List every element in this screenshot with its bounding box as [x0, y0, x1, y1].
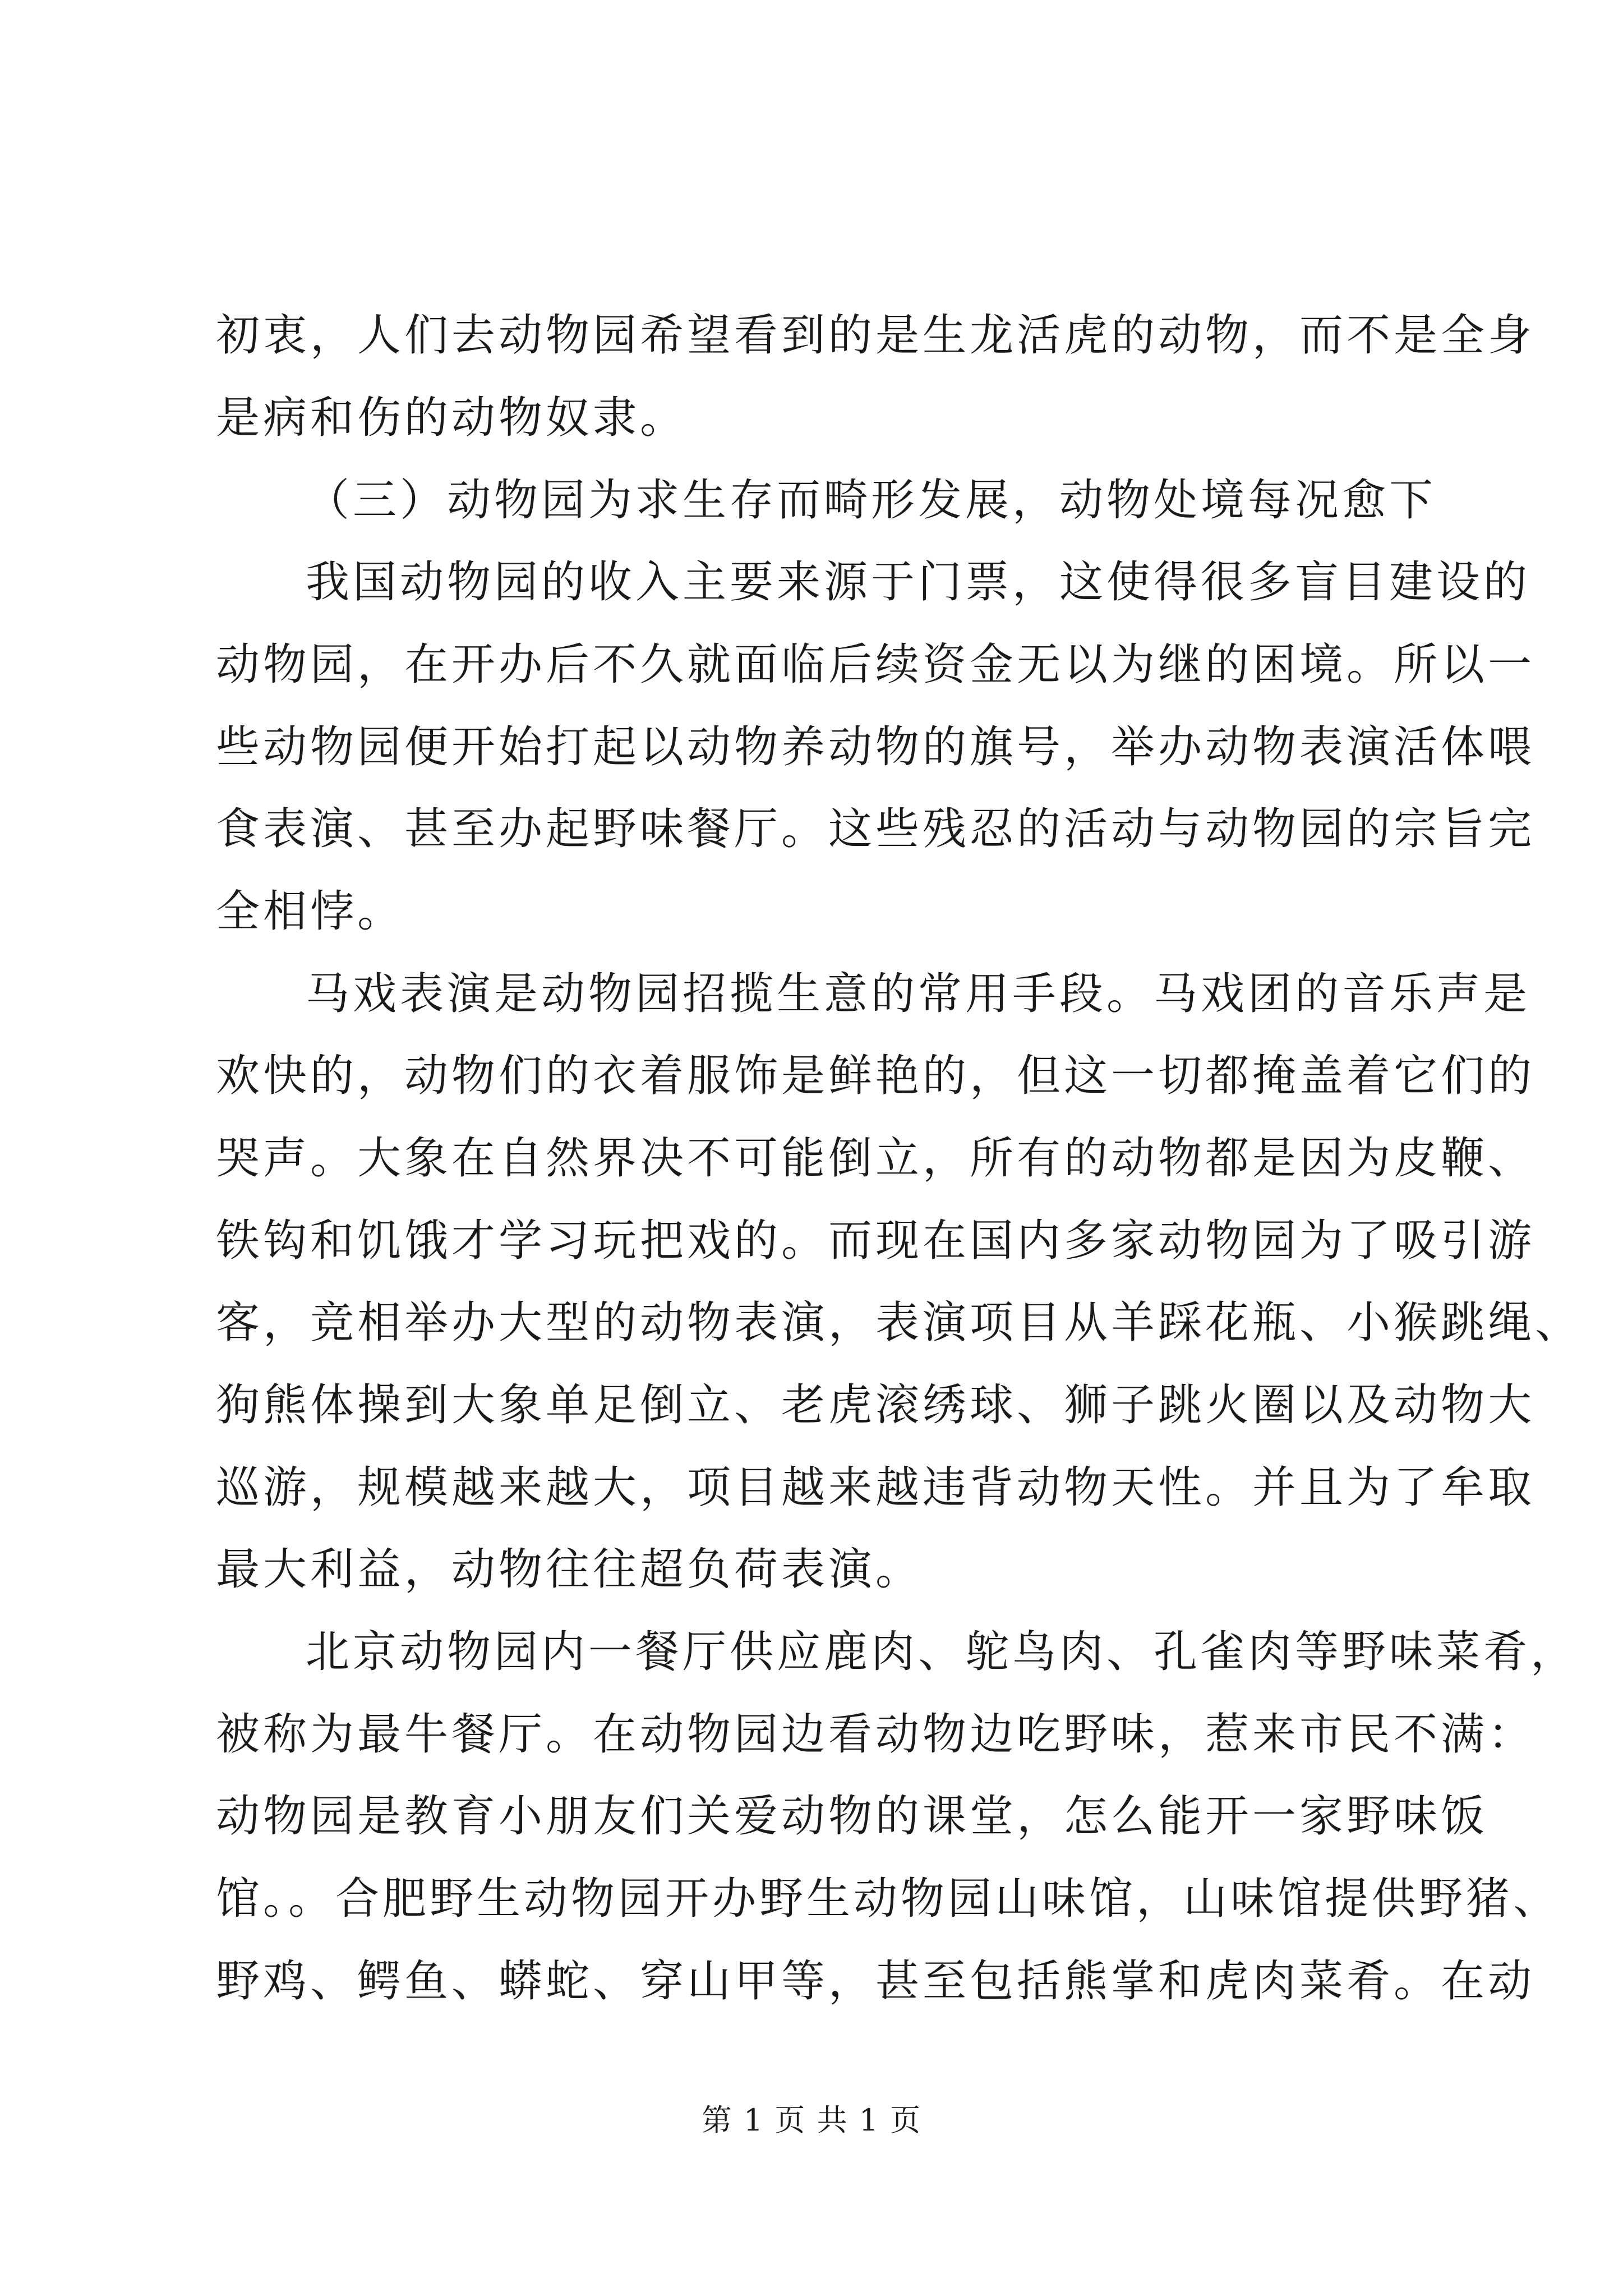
- paragraph-line: 被称为最牛餐厅。在动物园边看动物边吃野味，惹来市民不满：: [216, 1709, 1536, 1760]
- paragraph-line: 欢快的，动物们的衣着服饰是鲜艳的，但这一切都掩盖着它们的: [216, 1051, 1536, 1101]
- paragraph-line: 野鸡、鳄鱼、蟒蛇、穿山甲等，甚至包括熊掌和虎肉菜肴。在动: [216, 1956, 1536, 2007]
- section-heading: （三）动物园为求生存而畸形发展，动物处境每况愈下: [306, 475, 1437, 526]
- paragraph-line: 哭声。大象在自然界决不可能倒立，所有的动物都是因为皮鞭、: [216, 1133, 1536, 1184]
- paragraph-line: 动物园，在开办后不久就面临后续资金无以为继的困境。所以一: [216, 639, 1536, 690]
- paragraph-line: 我国动物园的收入主要来源于门票，这使得很多盲目建设的: [306, 557, 1531, 608]
- paragraph-line: 狗熊体操到大象单足倒立、老虎滚绣球、狮子跳火圈以及动物大: [216, 1380, 1536, 1430]
- paragraph-line: 客，竞相举办大型的动物表演，表演项目从羊踩花瓶、小猴跳绳、: [216, 1297, 1583, 1348]
- paragraph-line: 最大利益，动物往往超负荷表演。: [216, 1544, 923, 1595]
- paragraph-line: 馆。。合肥野生动物园开办野生动物园山味馆，山味馆提供野猪、: [216, 1874, 1561, 1924]
- paragraph-line: 动物园是教育小朋友们关爱动物的课堂，怎么能开一家野味饭: [216, 1791, 1488, 1842]
- paragraph-line: 初衷，人们去动物园希望看到的是生龙活虎的动物，而不是全身: [216, 310, 1536, 361]
- paragraph-line: 北京动物园内一餐厅供应鹿肉、鸵鸟肉、孔雀肉等野味菜肴，: [306, 1627, 1578, 1677]
- paragraph-line: 铁钩和饥饿才学习玩把戏的。而现在国内多家动物园为了吸引游: [216, 1216, 1536, 1266]
- paragraph-line: 是病和伤的动物奴隶。: [216, 393, 688, 443]
- paragraph-line: 巡游，规模越来越大，项目越来越违背动物天性。并且为了牟取: [216, 1462, 1536, 1513]
- page-number-footer: 第 1 页 共 1 页: [701, 2102, 922, 2138]
- paragraph-line: 全相悖。: [216, 886, 405, 937]
- paragraph-line: 食表演、甚至办起野味餐厅。这些残忍的活动与动物园的宗旨完: [216, 804, 1536, 854]
- paragraph-line: 些动物园便开始打起以动物养动物的旗号，举办动物表演活体喂: [216, 722, 1536, 772]
- paragraph-line: 马戏表演是动物园招揽生意的常用手段。马戏团的音乐声是: [306, 969, 1531, 1019]
